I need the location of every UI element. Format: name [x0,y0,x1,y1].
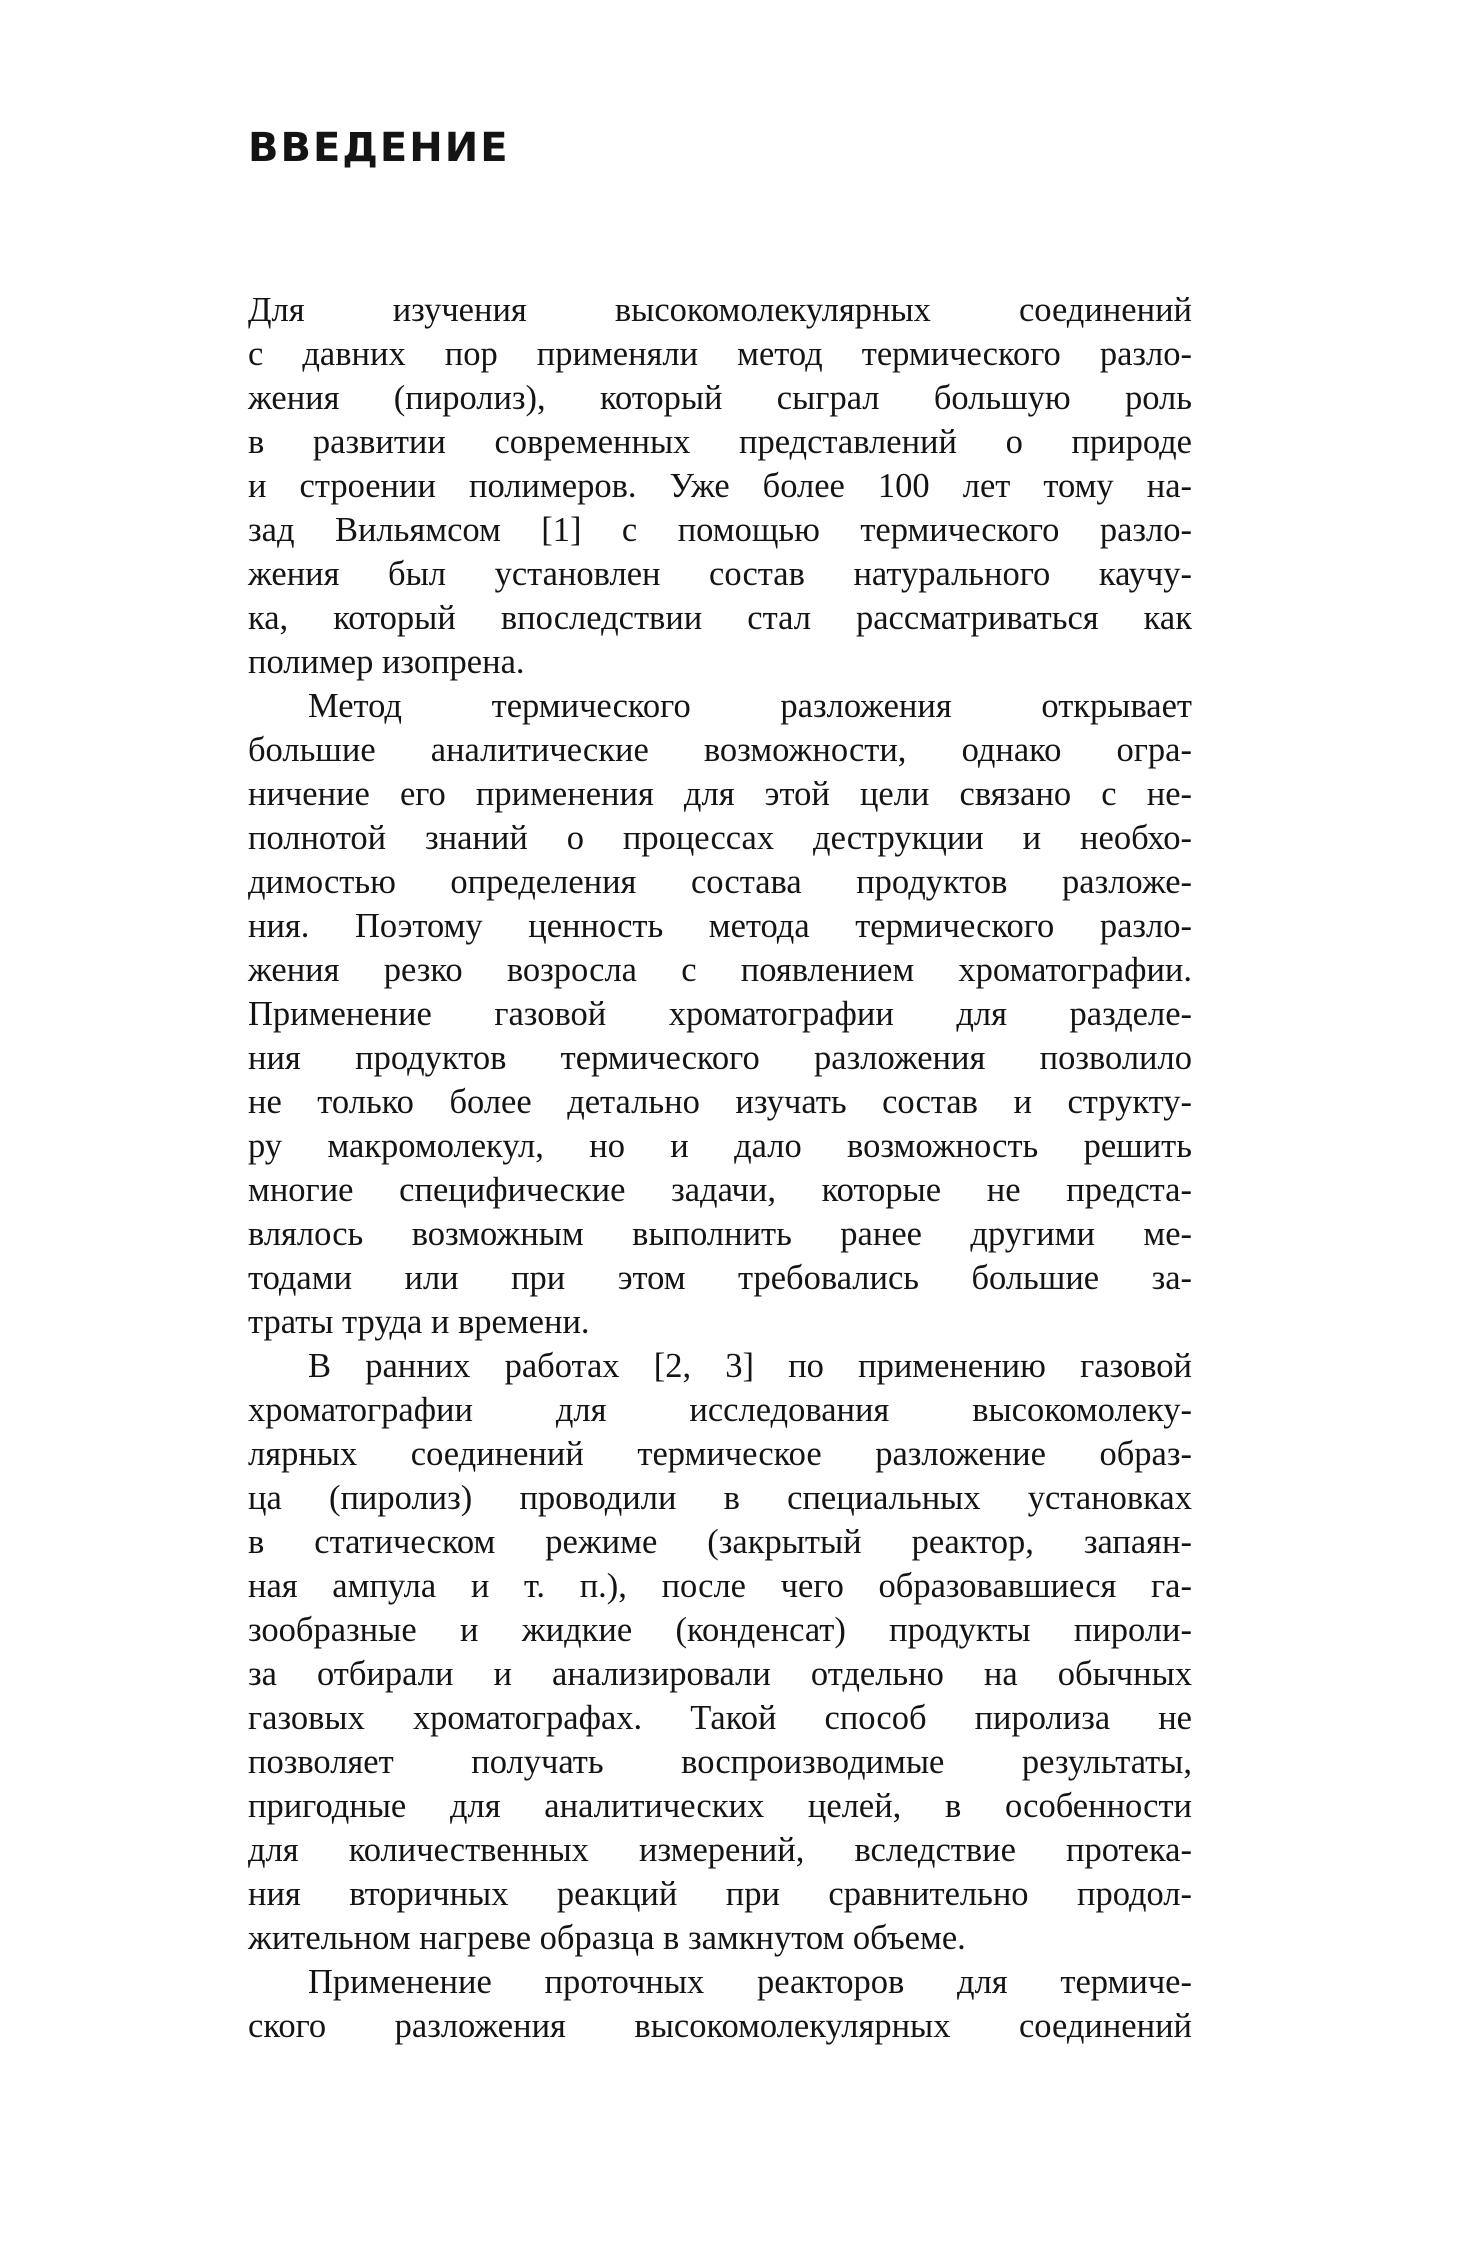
paragraph-4 [248,1960,1192,2048]
text-line: ничение его применения для этой цели связано с не- [248,775,1192,813]
text-line: жения (пиролиз), который сыграл большую роль [248,379,1192,417]
text-line: Применение проточных реакторов для термиче- [308,1963,1192,2001]
body-text [248,288,1192,2048]
text-line: ния вторичных реакций при сравнительно продол- [248,1875,1192,1913]
text-line: В ранних работах [2, 3] по применению газовой [308,1347,1192,1385]
text-line: зад Вильямсом [1] с помощью термического разло- [248,511,1192,549]
paragraph-1 [248,288,1192,684]
text-line: Для изучения высокомолекулярных соединений [248,291,1192,329]
paragraph-3 [248,1344,1192,1960]
chapter-heading: ВВЕДЕНИЕ [248,125,510,171]
text-line: ка, который впоследствии стал рассматриваться как [248,599,1192,637]
paragraph-2 [248,684,1192,1344]
text-line: димостью определения состава продуктов разложе- [248,863,1192,901]
text-line: ского разложения высокомолекулярных соединений [248,2007,1192,2045]
text-line: многие специфические задачи, которые не предста- [248,1171,1192,1209]
text-line: не только более детально изучать состав и структу- [248,1083,1192,1121]
text-line: ца (пиролиз) проводили в специальных установках [248,1479,1192,1517]
text-line: Метод термического разложения открывает [308,687,1192,725]
text-line: в развитии современных представлений о природе [248,423,1192,461]
text-line: траты труда и времени. [248,1303,590,1341]
text-line: лярных соединений термическое разложение образ- [248,1435,1192,1473]
text-line: зообразные и жидкие (конденсат) продукты пироли- [248,1611,1192,1649]
text-line: для количественных измерений, вследствие протека- [248,1831,1192,1869]
text-line: большие аналитические возможности, однако огра- [248,731,1192,769]
text-line: влялось возможным выполнить ранее другими ме- [248,1215,1192,1253]
text-line: жения резко возросла с появлением хроматографии. [248,951,1192,989]
text-line: хроматографии для исследования высокомолеку- [248,1391,1192,1429]
text-line: ния продуктов термического разложения позволило [248,1039,1192,1077]
text-line: ная ампула и т. п.), после чего образовавшиеся га- [248,1567,1192,1605]
text-line: за отбирали и анализировали отдельно на обычных [248,1655,1192,1693]
text-line: с давних пор применяли метод термического разло- [248,335,1192,373]
text-line: пригодные для аналитических целей, в особенности [248,1787,1192,1825]
text-line: позволяет получать воспроизводимые результаты, [248,1743,1192,1781]
text-line: и строении полимеров. Уже более 100 лет тому на- [248,467,1192,505]
text-line: в статическом режиме (закрытый реактор, запаян- [248,1523,1192,1561]
text-line: ния. Поэтому ценность метода термического разло- [248,907,1192,945]
text-line: тодами или при этом требовались большие за- [248,1259,1192,1297]
text-line: полнотой знаний о процессах деструкции и необхо- [248,819,1192,857]
text-line: жительном нагреве образца в замкнутом объеме. [248,1919,966,1957]
text-line: ру макромолекул, но и дало возможность решить [248,1127,1192,1165]
text-line: Применение газовой хроматографии для разделе- [248,995,1192,1033]
text-line: газовых хроматографах. Такой способ пиролиза не [248,1699,1192,1737]
text-line: жения был установлен состав натурального каучу- [248,555,1192,593]
text-line: полимер изопрена. [248,643,525,681]
